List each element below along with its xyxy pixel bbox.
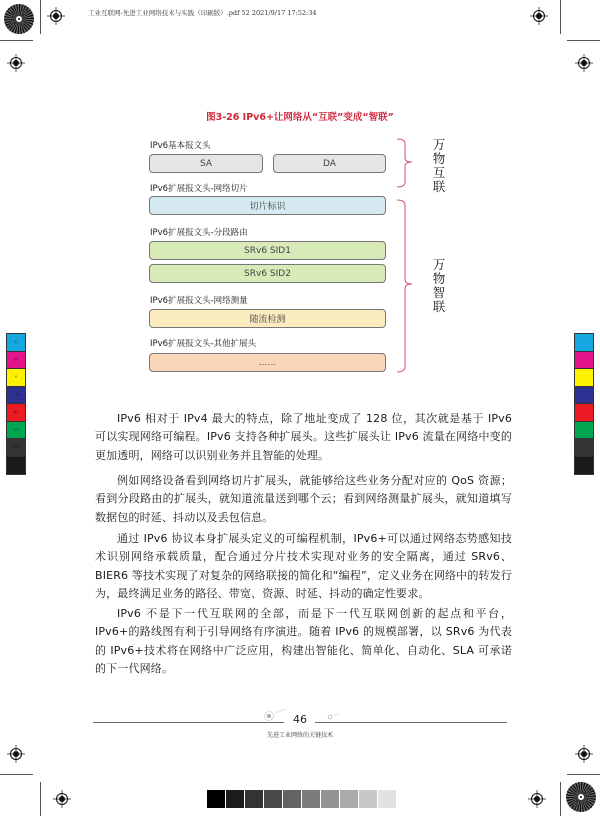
paragraph: 通过 IPv6 协议本身扩展头定义的可编程机制，IPv6+可以通过网络态势感知技术识别网络承载质量，配合通过分片技术实现对业务的安全隔离，通过 SRv6、BIER6 等技术实现了对复杂的网络联接的简化和“编程”，定义业务在网络中的转发行为，最终满足业务的路径、带宽、资源、时延、抖动的确定性要求。 [95, 532, 512, 601]
swatch: CY [7, 422, 25, 440]
box-slice-id: 切片标识 [149, 196, 386, 215]
page-number: 46 [293, 713, 307, 726]
swatch [575, 387, 593, 405]
gray-swatch [226, 790, 244, 808]
book-title: 先进工业网络的关键技术 [266, 732, 333, 739]
trim-mark [560, 0, 561, 34]
crosshair-icon [53, 790, 71, 808]
color-bar-left [6, 333, 26, 475]
brace-icon [396, 138, 426, 188]
trim-mark [567, 40, 600, 41]
gray-swatch [283, 790, 301, 808]
crosshair-icon [530, 7, 548, 25]
crosshair-icon [575, 54, 593, 72]
swatch: CMY [7, 439, 25, 457]
box-srv6-sid2: SRv6 SID2 [149, 264, 386, 283]
swatch [575, 334, 593, 352]
gray-swatch [245, 790, 263, 808]
swatch: C [7, 334, 25, 352]
group-label-interconnect: 万 物 互 联 [432, 137, 446, 194]
gray-swatch [359, 790, 377, 808]
paragraph: IPv6 相对于 IPv4 最大的特点，除了地址变成了 128 位，其次就是基于 IPv6 可以实现网络可编程。IPv6 支持各种扩展头。这些扩展头让 IPv6 流量在网络中变的更加透明，网络可以识别业务并且智能的处理。 [95, 412, 512, 462]
swatch: CM [7, 387, 25, 405]
gray-swatch [340, 790, 358, 808]
gray-swatch [321, 790, 339, 808]
swatch: K [7, 457, 25, 475]
box-sa: SA [149, 154, 263, 173]
swatch [575, 369, 593, 387]
crosshair-icon [7, 54, 25, 72]
box-inflow-detection: 随流检测 [149, 309, 386, 328]
gray-swatch [207, 790, 225, 808]
swatch [575, 457, 593, 475]
section-label-network-measurement: IPv6扩展报文头-网络测量 [150, 296, 248, 306]
swatch [575, 439, 593, 457]
swatch [575, 352, 593, 370]
crosshair-icon [47, 7, 65, 25]
gray-swatch [264, 790, 282, 808]
section-label-segment-routing: IPv6扩展报文头-分段路由 [150, 228, 248, 238]
section-label-network-slicing: IPv6扩展报文头-网络切片 [150, 184, 248, 194]
box-srv6-sid1: SRv6 SID1 [149, 241, 386, 260]
swatch [575, 404, 593, 422]
registration-star-top-left [4, 4, 34, 34]
paragraph: 例如网络设备看到网络切片扩展头，就能够给这些业务分配对应的 QoS 资源；看到分段路由的扩展头，就知道流量送到哪个云；看到网络测量扩展头，就知道填写数据包的时延、抖动以及丢包信息。 [95, 474, 512, 524]
figure-title: 图3-26 IPv6+让网络从“互联”变成“智联” [206, 112, 394, 123]
trim-mark [0, 40, 33, 41]
crosshair-icon [7, 745, 25, 763]
gray-swatch [378, 790, 396, 808]
trim-mark [40, 782, 41, 816]
swatch: Y [7, 369, 25, 387]
trim-mark [0, 774, 33, 775]
paragraph: IPv6 不是下一代互联网的全部，而是下一代互联网创新的起点和平台，IPv6+的路线图有利于引导网络有序演进。随着 IPv6 的规模部署，以 SRv6 为代表的 IPv6+技术将在网络中广泛应用，构建出智能化、简单化、自动化、SLA 可承诺的下一代网络。 [95, 607, 512, 676]
registration-star-bottom-right [566, 782, 596, 812]
crosshair-icon [528, 790, 546, 808]
trim-mark [567, 774, 600, 775]
file-header: 工业互联网-先进工业网络技术与实践（印刷版）.pdf 52 2021/9/17 17:52:34 [88, 9, 317, 17]
swatch [575, 422, 593, 440]
trim-mark [40, 0, 41, 34]
section-label-basic-header: IPv6基本报文头 [150, 141, 211, 151]
swatch: MY [7, 404, 25, 422]
crosshair-icon [575, 745, 593, 763]
section-label-other-extensions: IPv6扩展报文头-其他扩展头 [150, 339, 257, 349]
swatch: M [7, 352, 25, 370]
grayscale-bar [207, 790, 396, 808]
gray-swatch [302, 790, 320, 808]
trim-mark [560, 782, 561, 816]
group-label-smart-connect: 万 物 智 联 [432, 257, 446, 314]
brace-icon [396, 199, 426, 373]
box-ellipsis: …… [149, 353, 386, 372]
box-da: DA [273, 154, 386, 173]
color-bar-right [574, 333, 594, 475]
